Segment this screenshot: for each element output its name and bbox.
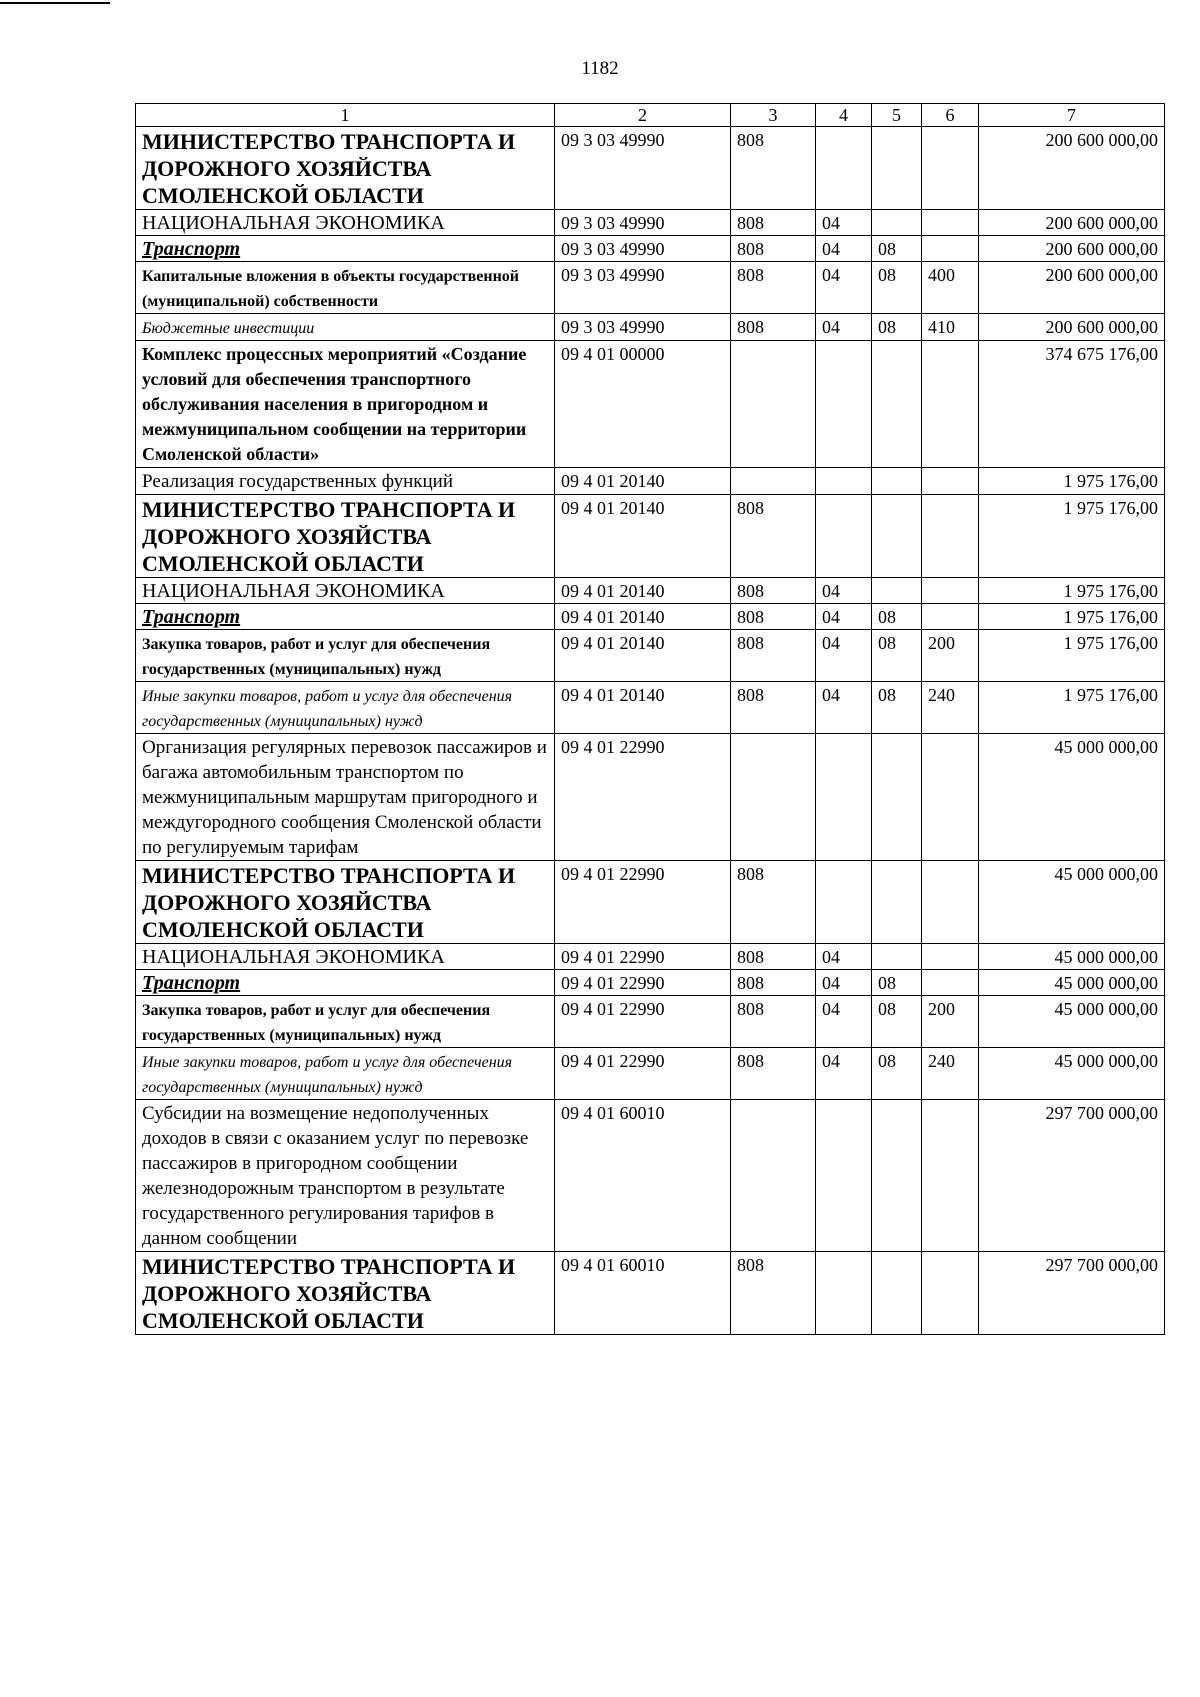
column-header: 2 — [555, 104, 731, 127]
expense-type-cell: 200 — [922, 630, 979, 682]
table-row — [136, 861, 1165, 944]
row-label: Бюджетные инвестиции — [142, 320, 315, 337]
amount-cell: 200 600 000,00 — [979, 210, 1165, 236]
subsection-code-cell: 08 — [872, 996, 922, 1048]
subsection-code-cell — [872, 495, 922, 578]
subsection-code-cell: 08 — [872, 630, 922, 682]
expense-type-cell: 400 — [922, 262, 979, 314]
table-row — [136, 944, 1165, 970]
subsection-code-cell — [872, 1100, 922, 1252]
amount-cell: 200 600 000,00 — [979, 262, 1165, 314]
row-label: МИНИСТЕРСТВО ТРАНСПОРТА И ДОРОЖНОГО ХОЗЯЙСТВА СМОЛЕНСКОЙ ОБЛАСТИ — [142, 497, 516, 576]
row-name-cell — [136, 236, 555, 262]
table-body — [136, 127, 1165, 1335]
row-name-cell — [136, 468, 555, 495]
expense-type-cell: 410 — [922, 314, 979, 341]
subsection-code-cell — [872, 578, 922, 604]
scan-corner-line — [0, 2, 110, 4]
target-code-cell: 09 4 01 20140 — [555, 468, 731, 495]
row-label: МИНИСТЕРСТВО ТРАНСПОРТА И ДОРОЖНОГО ХОЗЯЙСТВА СМОЛЕНСКОЙ ОБЛАСТИ — [142, 1254, 516, 1333]
table-row — [136, 1252, 1165, 1335]
row-label: Организация регулярных перевозок пассажиров и багажа автомобильным транспортом по межмуниципальным маршрутам пригородного и междугородного сообщения Смоленской области по регулируемым тарифам — [142, 737, 547, 858]
amount-cell: 1 975 176,00 — [979, 495, 1165, 578]
column-header: 4 — [816, 104, 872, 127]
table-row — [136, 604, 1165, 630]
target-code-cell: 09 3 03 49990 — [555, 314, 731, 341]
column-header: 1 — [136, 104, 555, 127]
target-code-cell: 09 4 01 60010 — [555, 1100, 731, 1252]
expense-type-cell — [922, 578, 979, 604]
expense-type-cell — [922, 604, 979, 630]
target-code-cell: 09 4 01 22990 — [555, 970, 731, 996]
target-code-cell: 09 4 01 22990 — [555, 1048, 731, 1100]
section-code-cell: 04 — [816, 236, 872, 262]
expense-type-cell — [922, 1100, 979, 1252]
section-code-cell: 04 — [816, 604, 872, 630]
target-code-cell: 09 3 03 49990 — [555, 210, 731, 236]
ministry-code-cell: 808 — [731, 314, 816, 341]
table-row — [136, 314, 1165, 341]
target-code-cell: 09 4 01 22990 — [555, 734, 731, 861]
section-code-cell: 04 — [816, 970, 872, 996]
row-label: МИНИСТЕРСТВО ТРАНСПОРТА И ДОРОЖНОГО ХОЗЯЙСТВА СМОЛЕНСКОЙ ОБЛАСТИ — [142, 863, 516, 942]
amount-cell: 374 675 176,00 — [979, 341, 1165, 468]
column-header: 3 — [731, 104, 816, 127]
amount-cell: 45 000 000,00 — [979, 734, 1165, 861]
row-label: НАЦИОНАЛЬНАЯ ЭКОНОМИКА — [142, 580, 445, 602]
table-row — [136, 1048, 1165, 1100]
section-code-cell: 04 — [816, 630, 872, 682]
row-name-cell — [136, 604, 555, 630]
row-label: Иные закупки товаров, работ и услуг для обеспечения государственных (муниципальных) нужд — [142, 688, 513, 730]
subsection-code-cell: 08 — [872, 682, 922, 734]
table-row — [136, 495, 1165, 578]
row-label: НАЦИОНАЛЬНАЯ ЭКОНОМИКА — [142, 212, 445, 234]
section-code-cell: 04 — [816, 262, 872, 314]
ministry-code-cell: 808 — [731, 944, 816, 970]
amount-cell: 1 975 176,00 — [979, 682, 1165, 734]
target-code-cell: 09 4 01 20140 — [555, 630, 731, 682]
section-code-cell — [816, 1252, 872, 1335]
table-row — [136, 236, 1165, 262]
row-name-cell — [136, 1252, 555, 1335]
expense-type-cell — [922, 468, 979, 495]
row-label: Транспорт — [142, 972, 241, 994]
section-code-cell: 04 — [816, 682, 872, 734]
table-row — [136, 1100, 1165, 1252]
amount-cell: 45 000 000,00 — [979, 944, 1165, 970]
amount-cell: 45 000 000,00 — [979, 861, 1165, 944]
subsection-code-cell: 08 — [872, 262, 922, 314]
ministry-code-cell — [731, 734, 816, 861]
section-code-cell — [816, 861, 872, 944]
ministry-code-cell: 808 — [731, 236, 816, 262]
amount-cell: 1 975 176,00 — [979, 630, 1165, 682]
row-label: НАЦИОНАЛЬНАЯ ЭКОНОМИКА — [142, 946, 445, 968]
expense-type-cell: 200 — [922, 996, 979, 1048]
target-code-cell: 09 4 01 60010 — [555, 1252, 731, 1335]
subsection-code-cell — [872, 944, 922, 970]
table-row — [136, 996, 1165, 1048]
subsection-code-cell — [872, 1252, 922, 1335]
subsection-code-cell: 08 — [872, 970, 922, 996]
section-code-cell: 04 — [816, 944, 872, 970]
ministry-code-cell: 808 — [731, 1048, 816, 1100]
amount-cell: 1 975 176,00 — [979, 604, 1165, 630]
row-name-cell — [136, 734, 555, 861]
ministry-code-cell — [731, 468, 816, 495]
ministry-code-cell: 808 — [731, 970, 816, 996]
column-number-row — [136, 104, 1165, 127]
subsection-code-cell: 08 — [872, 1048, 922, 1100]
row-name-cell — [136, 682, 555, 734]
amount-cell: 45 000 000,00 — [979, 996, 1165, 1048]
expense-type-cell — [922, 1252, 979, 1335]
row-name-cell — [136, 314, 555, 341]
target-code-cell: 09 3 03 49990 — [555, 127, 731, 210]
ministry-code-cell: 808 — [731, 127, 816, 210]
expense-type-cell — [922, 734, 979, 861]
table-row — [136, 630, 1165, 682]
section-code-cell — [816, 495, 872, 578]
section-code-cell: 04 — [816, 996, 872, 1048]
expense-type-cell — [922, 861, 979, 944]
row-name-cell — [136, 1100, 555, 1252]
table-row — [136, 682, 1165, 734]
expense-type-cell — [922, 341, 979, 468]
expense-type-cell — [922, 495, 979, 578]
target-code-cell: 09 3 03 49990 — [555, 236, 731, 262]
table-row — [136, 262, 1165, 314]
row-name-cell — [136, 1048, 555, 1100]
target-code-cell: 09 4 01 22990 — [555, 861, 731, 944]
row-name-cell — [136, 630, 555, 682]
ministry-code-cell: 808 — [731, 682, 816, 734]
ministry-code-cell: 808 — [731, 1252, 816, 1335]
ministry-code-cell: 808 — [731, 630, 816, 682]
amount-cell: 200 600 000,00 — [979, 314, 1165, 341]
section-code-cell: 04 — [816, 1048, 872, 1100]
row-label: Субсидии на возмещение недополученных доходов в связи с оказанием услуг по перевозке пассажиров в пригородном сообщении железнодорожным транспортом в результате государственного регулирования тарифов в данном сообщении — [142, 1103, 529, 1249]
row-label: МИНИСТЕРСТВО ТРАНСПОРТА И ДОРОЖНОГО ХОЗЯЙСТВА СМОЛЕНСКОЙ ОБЛАСТИ — [142, 129, 516, 208]
subsection-code-cell — [872, 127, 922, 210]
ministry-code-cell: 808 — [731, 578, 816, 604]
subsection-code-cell: 08 — [872, 604, 922, 630]
row-name-cell — [136, 127, 555, 210]
expense-type-cell — [922, 944, 979, 970]
subsection-code-cell — [872, 210, 922, 236]
amount-cell: 45 000 000,00 — [979, 970, 1165, 996]
expense-type-cell: 240 — [922, 682, 979, 734]
row-name-cell — [136, 944, 555, 970]
row-label: Закупка товаров, работ и услуг для обеспечения государственных (муниципальных) нужд — [142, 1002, 491, 1044]
subsection-code-cell — [872, 861, 922, 944]
section-code-cell — [816, 734, 872, 861]
row-label: Закупка товаров, работ и услуг для обеспечения государственных (муниципальных) нужд — [142, 636, 491, 678]
target-code-cell: 09 4 01 22990 — [555, 996, 731, 1048]
subsection-code-cell — [872, 734, 922, 861]
row-label: Транспорт — [142, 238, 241, 260]
table-row — [136, 970, 1165, 996]
row-name-cell — [136, 495, 555, 578]
table-row — [136, 578, 1165, 604]
section-code-cell — [816, 127, 872, 210]
column-header: 6 — [922, 104, 979, 127]
column-header: 7 — [979, 104, 1165, 127]
row-name-cell — [136, 996, 555, 1048]
row-name-cell — [136, 861, 555, 944]
ministry-code-cell: 808 — [731, 262, 816, 314]
table-row — [136, 468, 1165, 495]
ministry-code-cell: 808 — [731, 861, 816, 944]
section-code-cell — [816, 1100, 872, 1252]
target-code-cell: 09 4 01 20140 — [555, 682, 731, 734]
row-name-cell — [136, 341, 555, 468]
expense-type-cell — [922, 210, 979, 236]
amount-cell: 1 975 176,00 — [979, 578, 1165, 604]
target-code-cell: 09 4 01 22990 — [555, 944, 731, 970]
amount-cell: 1 975 176,00 — [979, 468, 1165, 495]
subsection-code-cell: 08 — [872, 314, 922, 341]
target-code-cell: 09 3 03 49990 — [555, 262, 731, 314]
table-row — [136, 210, 1165, 236]
row-label: Комплекс процессных мероприятий «Создание условий для обеспечения транспортного обслуживания населения в пригородном и межмуниципальном сообщении на территории Смоленской области» — [142, 344, 527, 464]
target-code-cell: 09 4 01 20140 — [555, 604, 731, 630]
ministry-code-cell: 808 — [731, 996, 816, 1048]
section-code-cell — [816, 468, 872, 495]
row-label: Реализация государственных функций — [142, 471, 453, 492]
target-code-cell: 09 4 01 20140 — [555, 495, 731, 578]
amount-cell: 297 700 000,00 — [979, 1100, 1165, 1252]
subsection-code-cell: 08 — [872, 236, 922, 262]
row-label: Капитальные вложения в объекты государственной (муниципальной) собственности — [142, 268, 519, 310]
row-name-cell — [136, 210, 555, 236]
subsection-code-cell — [872, 468, 922, 495]
table-row — [136, 341, 1165, 468]
budget-table — [135, 103, 1165, 1335]
subsection-code-cell — [872, 341, 922, 468]
ministry-code-cell: 808 — [731, 210, 816, 236]
target-code-cell: 09 4 01 00000 — [555, 341, 731, 468]
row-name-cell — [136, 262, 555, 314]
expense-type-cell: 240 — [922, 1048, 979, 1100]
expense-type-cell — [922, 970, 979, 996]
ministry-code-cell: 808 — [731, 495, 816, 578]
section-code-cell: 04 — [816, 314, 872, 341]
table-row — [136, 127, 1165, 210]
row-label: Транспорт — [142, 606, 241, 628]
section-code-cell: 04 — [816, 578, 872, 604]
page-number: 1182 — [581, 58, 619, 79]
ministry-code-cell — [731, 1100, 816, 1252]
ministry-code-cell — [731, 341, 816, 468]
row-label: Иные закупки товаров, работ и услуг для обеспечения государственных (муниципальных) нужд — [142, 1054, 513, 1096]
row-name-cell — [136, 970, 555, 996]
amount-cell: 200 600 000,00 — [979, 236, 1165, 262]
column-header: 5 — [872, 104, 922, 127]
expense-type-cell — [922, 127, 979, 210]
amount-cell: 45 000 000,00 — [979, 1048, 1165, 1100]
target-code-cell: 09 4 01 20140 — [555, 578, 731, 604]
section-code-cell — [816, 341, 872, 468]
row-name-cell — [136, 578, 555, 604]
ministry-code-cell: 808 — [731, 604, 816, 630]
amount-cell: 297 700 000,00 — [979, 1252, 1165, 1335]
table-row — [136, 734, 1165, 861]
amount-cell: 200 600 000,00 — [979, 127, 1165, 210]
expense-type-cell — [922, 236, 979, 262]
section-code-cell: 04 — [816, 210, 872, 236]
